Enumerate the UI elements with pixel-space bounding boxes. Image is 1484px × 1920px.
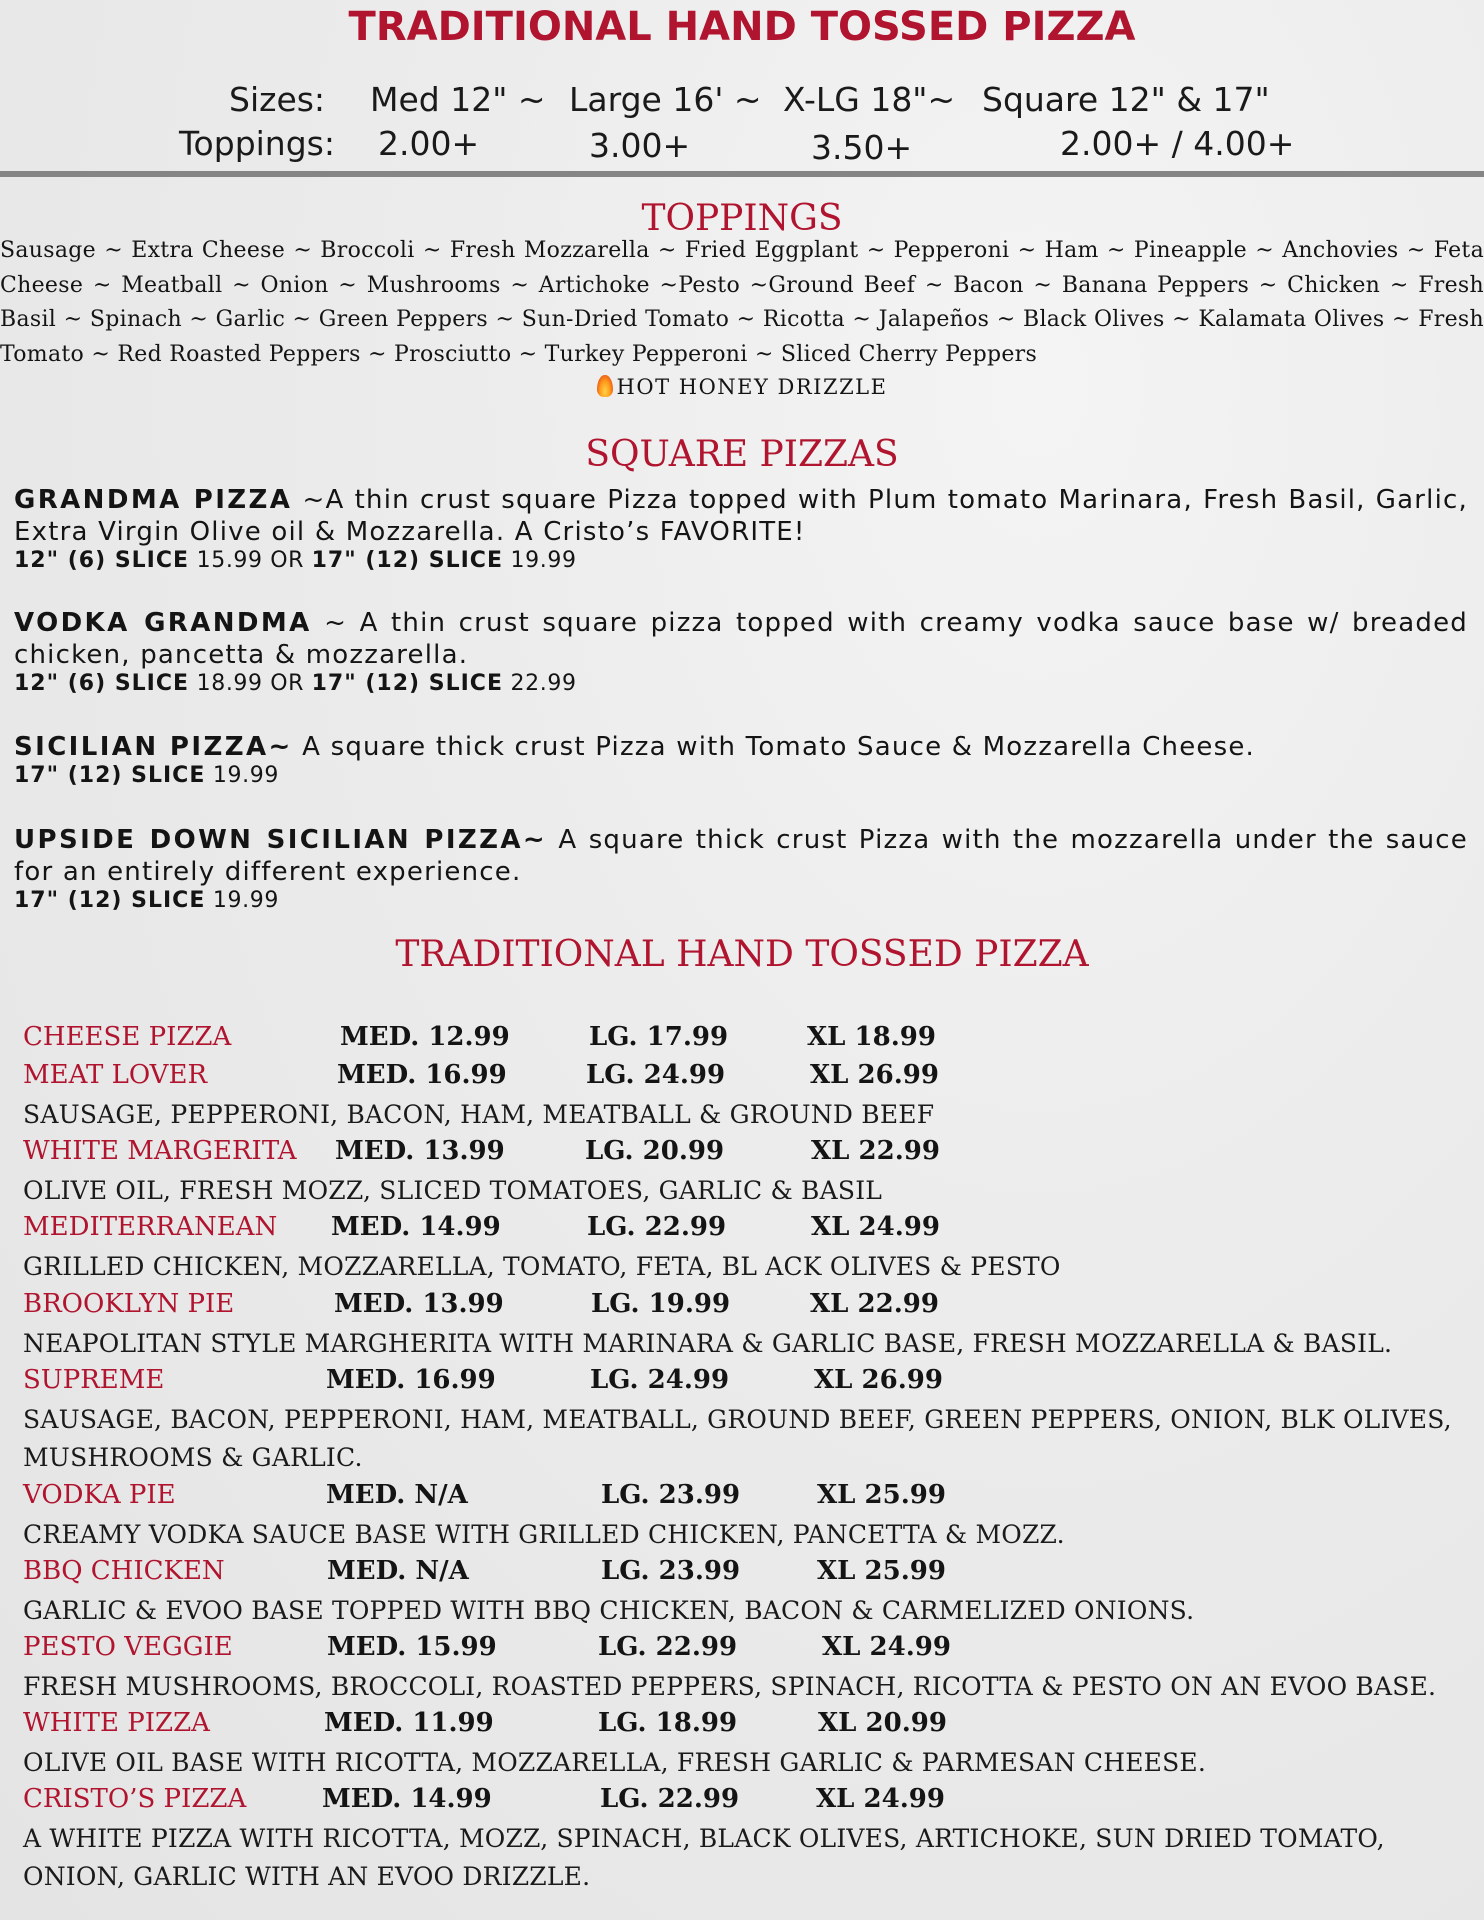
size-label: 17" (12) SLICE [311, 671, 503, 696]
price: 22.99 [502, 671, 577, 696]
item-description [14, 731, 1468, 763]
item-prices [14, 888, 1468, 914]
price-medium: MED. N/A [326, 1480, 468, 1510]
sizes-label: Sizes: [229, 80, 326, 119]
price-medium: MED. N/A [327, 1556, 469, 1586]
price-xl: XL 24.99 [816, 1784, 945, 1814]
size-xlg: X-LG 18"~ [783, 80, 956, 119]
toppings-label: Toppings: [179, 124, 335, 163]
hot-honey-line [0, 375, 1484, 399]
price-large: LG. 18.99 [598, 1708, 738, 1738]
topping-price-xlg: 3.50+ [811, 128, 913, 167]
pizza-name: MEAT LOVER [23, 1060, 208, 1090]
pizza-name: CHEESE PIZZA [23, 1022, 232, 1052]
price-medium: MED. 11.99 [324, 1708, 494, 1738]
price-medium: MED. 15.99 [327, 1632, 497, 1662]
size-label: 17" (12) SLICE [311, 548, 503, 573]
size-square: Square 12" & 17" [982, 80, 1270, 119]
pizza-description: SAUSAGE, PEPPERONI, BACON, HAM, MEATBALL & GROUND BEEF [23, 1100, 935, 1129]
size-label: 12" (6) SLICE [14, 548, 190, 573]
price-large: LG. 23.99 [601, 1556, 741, 1586]
page-title: TRADITIONAL HAND TOSSED PIZZA [348, 4, 1136, 50]
item-description [14, 484, 1468, 548]
topping-price-med: 2.00+ [378, 124, 480, 163]
item-description [14, 607, 1468, 671]
price-medium: MED. 13.99 [334, 1289, 504, 1319]
square-item-sicilian [14, 731, 1468, 789]
price-large: LG. 20.99 [585, 1136, 725, 1166]
price-large: LG. 24.99 [586, 1060, 726, 1090]
square-pizzas-heading: SQUARE PIZZAS [585, 434, 899, 475]
price-large: LG. 22.99 [587, 1212, 727, 1242]
price-medium: MED. 16.99 [337, 1060, 507, 1090]
price-medium: MED. 16.99 [326, 1365, 496, 1395]
topping-price-large: 3.00+ [589, 126, 691, 165]
item-description [14, 824, 1468, 888]
size-label: 17" (12) SLICE [14, 888, 206, 913]
price-large: LG. 22.99 [598, 1632, 738, 1662]
item-desc-text: A square thick crust Pizza with Tomato Sauce & Mozzarella Cheese. [292, 732, 1256, 762]
toppings-heading: TOPPINGS [641, 198, 843, 239]
price-xl: XL 24.99 [822, 1632, 951, 1662]
pizza-description: NEAPOLITAN STYLE MARGHERITA WITH MARINARA & GARLIC BASE, FRESH MOZZARELLA & BASIL. [23, 1329, 1393, 1358]
item-desc-text: ~A thin crust square Pizza topped with Plum tomato Marinara, Fresh Basil, Garlic, Extra Virgin Olive oil & Mozzarella. A Cristo’s FAVORITE! [14, 485, 1468, 547]
item-name: SICILIAN PIZZA~ [14, 732, 293, 762]
flame-icon [597, 375, 613, 397]
price: 18.99 OR [189, 671, 312, 696]
item-name: UPSIDE DOWN SICILIAN PIZZA~ [14, 825, 548, 855]
item-name: VODKA GRANDMA [14, 608, 312, 638]
pizza-description: CREAMY VODKA SAUCE BASE WITH GRILLED CHICKEN, PANCETTA & MOZZ. [23, 1520, 1065, 1549]
price-medium: MED. 13.99 [335, 1136, 505, 1166]
item-prices [14, 548, 1468, 574]
price-xl: XL 18.99 [807, 1022, 936, 1052]
price-xl: XL 22.99 [811, 1136, 940, 1166]
price: 19.99 [502, 548, 577, 573]
price-xl: XL 22.99 [810, 1289, 939, 1319]
pizza-description: OLIVE OIL BASE WITH RICOTTA, MOZZARELLA, FRESH GARLIC & PARMESAN CHEESE. [23, 1748, 1207, 1777]
pizza-name: PESTO VEGGIE [23, 1632, 233, 1662]
price: 19.99 [205, 763, 279, 788]
price-xl: XL 25.99 [817, 1480, 946, 1510]
square-item-upside-down [14, 824, 1468, 914]
pizza-name: WHITE PIZZA [23, 1708, 210, 1738]
item-prices [14, 671, 1468, 697]
price-large: LG. 23.99 [601, 1480, 741, 1510]
price-large: LG. 22.99 [600, 1784, 740, 1814]
price-medium: MED. 14.99 [322, 1784, 492, 1814]
square-item-vodka-grandma [14, 607, 1468, 697]
pizza-name: BROOKLYN PIE [23, 1289, 235, 1319]
pizza-description: GARLIC & EVOO BASE TOPPED WITH BBQ CHICKEN, BACON & CARMELIZED ONIONS. [23, 1596, 1195, 1625]
price-xl: XL 26.99 [810, 1060, 939, 1090]
size-med: Med 12" ~ [370, 80, 546, 119]
pizza-description: SAUSAGE, BACON, PEPPERONI, HAM, MEATBALL, GROUND BEEF, GREEN PEPPERS, ONION, BLK OLIVES, MUSHROOMS & GARLIC. [23, 1405, 1452, 1472]
price-large: LG. 19.99 [591, 1289, 731, 1319]
price-xl: XL 25.99 [817, 1556, 946, 1586]
item-desc-text: A square thick crust Pizza with the mozzarella under the sauce for an entirely different experience. [14, 825, 1468, 887]
price-xl: XL 20.99 [818, 1708, 947, 1738]
pizza-name: BBQ CHICKEN [23, 1556, 225, 1586]
size-label: 12" (6) SLICE [14, 671, 190, 696]
price: 19.99 [205, 888, 279, 913]
price-xl: XL 26.99 [814, 1365, 943, 1395]
price-xl: XL 24.99 [811, 1212, 940, 1242]
pizza-name: SUPREME [23, 1365, 165, 1395]
pizza-name: VODKA PIE [23, 1480, 176, 1510]
hand-tossed-heading: TRADITIONAL HAND TOSSED PIZZA [395, 934, 1089, 975]
pizza-name: WHITE MARGERITA [23, 1136, 297, 1166]
size-label: 17" (12) SLICE [14, 763, 206, 788]
pizza-description: OLIVE OIL, FRESH MOZZ, SLICED TOMATOES, GARLIC & BASIL [23, 1176, 883, 1205]
header-divider [0, 171, 1484, 177]
hot-honey-label: HOT HONEY DRIZZLE [616, 375, 888, 399]
pizza-name: MEDITERRANEAN [23, 1212, 278, 1242]
pizza-description: A WHITE PIZZA WITH RICOTTA, MOZZ, SPINACH, BLACK OLIVES, ARTICHOKE, SUN DRIED TOMATO, ONION, GARLIC WITH AN EVOO DRIZZLE. [23, 1824, 1385, 1891]
price-medium: MED. 14.99 [331, 1212, 501, 1242]
item-desc-text: ~ A thin crust square pizza topped with creamy vodka sauce base w/ breaded chicken, pancetta & mozzarella. [14, 608, 1468, 670]
size-large: Large 16' ~ [569, 80, 762, 119]
topping-price-square: 2.00+ / 4.00+ [1060, 124, 1295, 163]
square-item-grandma [14, 484, 1468, 574]
pizza-description: FRESH MUSHROOMS, BROCCOLI, ROASTED PEPPERS, SPINACH, RICOTTA & PESTO ON AN EVOO BASE. [23, 1672, 1437, 1701]
item-name: GRANDMA PIZZA [14, 485, 293, 515]
pizza-description: GRILLED CHICKEN, MOZZARELLA, TOMATO, FETA, BL ACK OLIVES & PESTO [23, 1252, 1061, 1281]
toppings-list: Sausage ~ Extra Cheese ~ Broccoli ~ Fresh Mozzarella ~ Fried Eggplant ~ Pepperoni ~ Ham ~ Pineapple ~ Anchovies ~ Feta Cheese ~ Meatball ~ Onion ~ Mushrooms ~ Artichoke ~Pesto ~Ground Beef ~ Bacon ~ Banana Peppers ~ Chicken ~ Fresh Basil ~ Spinach ~ Garlic ~ Green Peppers ~ Sun-Dried Tomato ~ Ricotta ~ Jalapeños ~ Black Olives ~ Kalamata Olives ~ Fresh Tomato ~ Red Roasted Peppers ~ Prosciutto ~ Turkey Pepperoni ~ Sliced Cherry Peppers [0, 238, 1484, 367]
pizza-name: CRISTO’S PIZZA [23, 1784, 247, 1814]
price-medium: MED. 12.99 [340, 1022, 510, 1052]
price-large: LG. 24.99 [590, 1365, 730, 1395]
item-prices [14, 763, 1468, 789]
price-large: LG. 17.99 [589, 1022, 729, 1052]
price: 15.99 OR [189, 548, 312, 573]
